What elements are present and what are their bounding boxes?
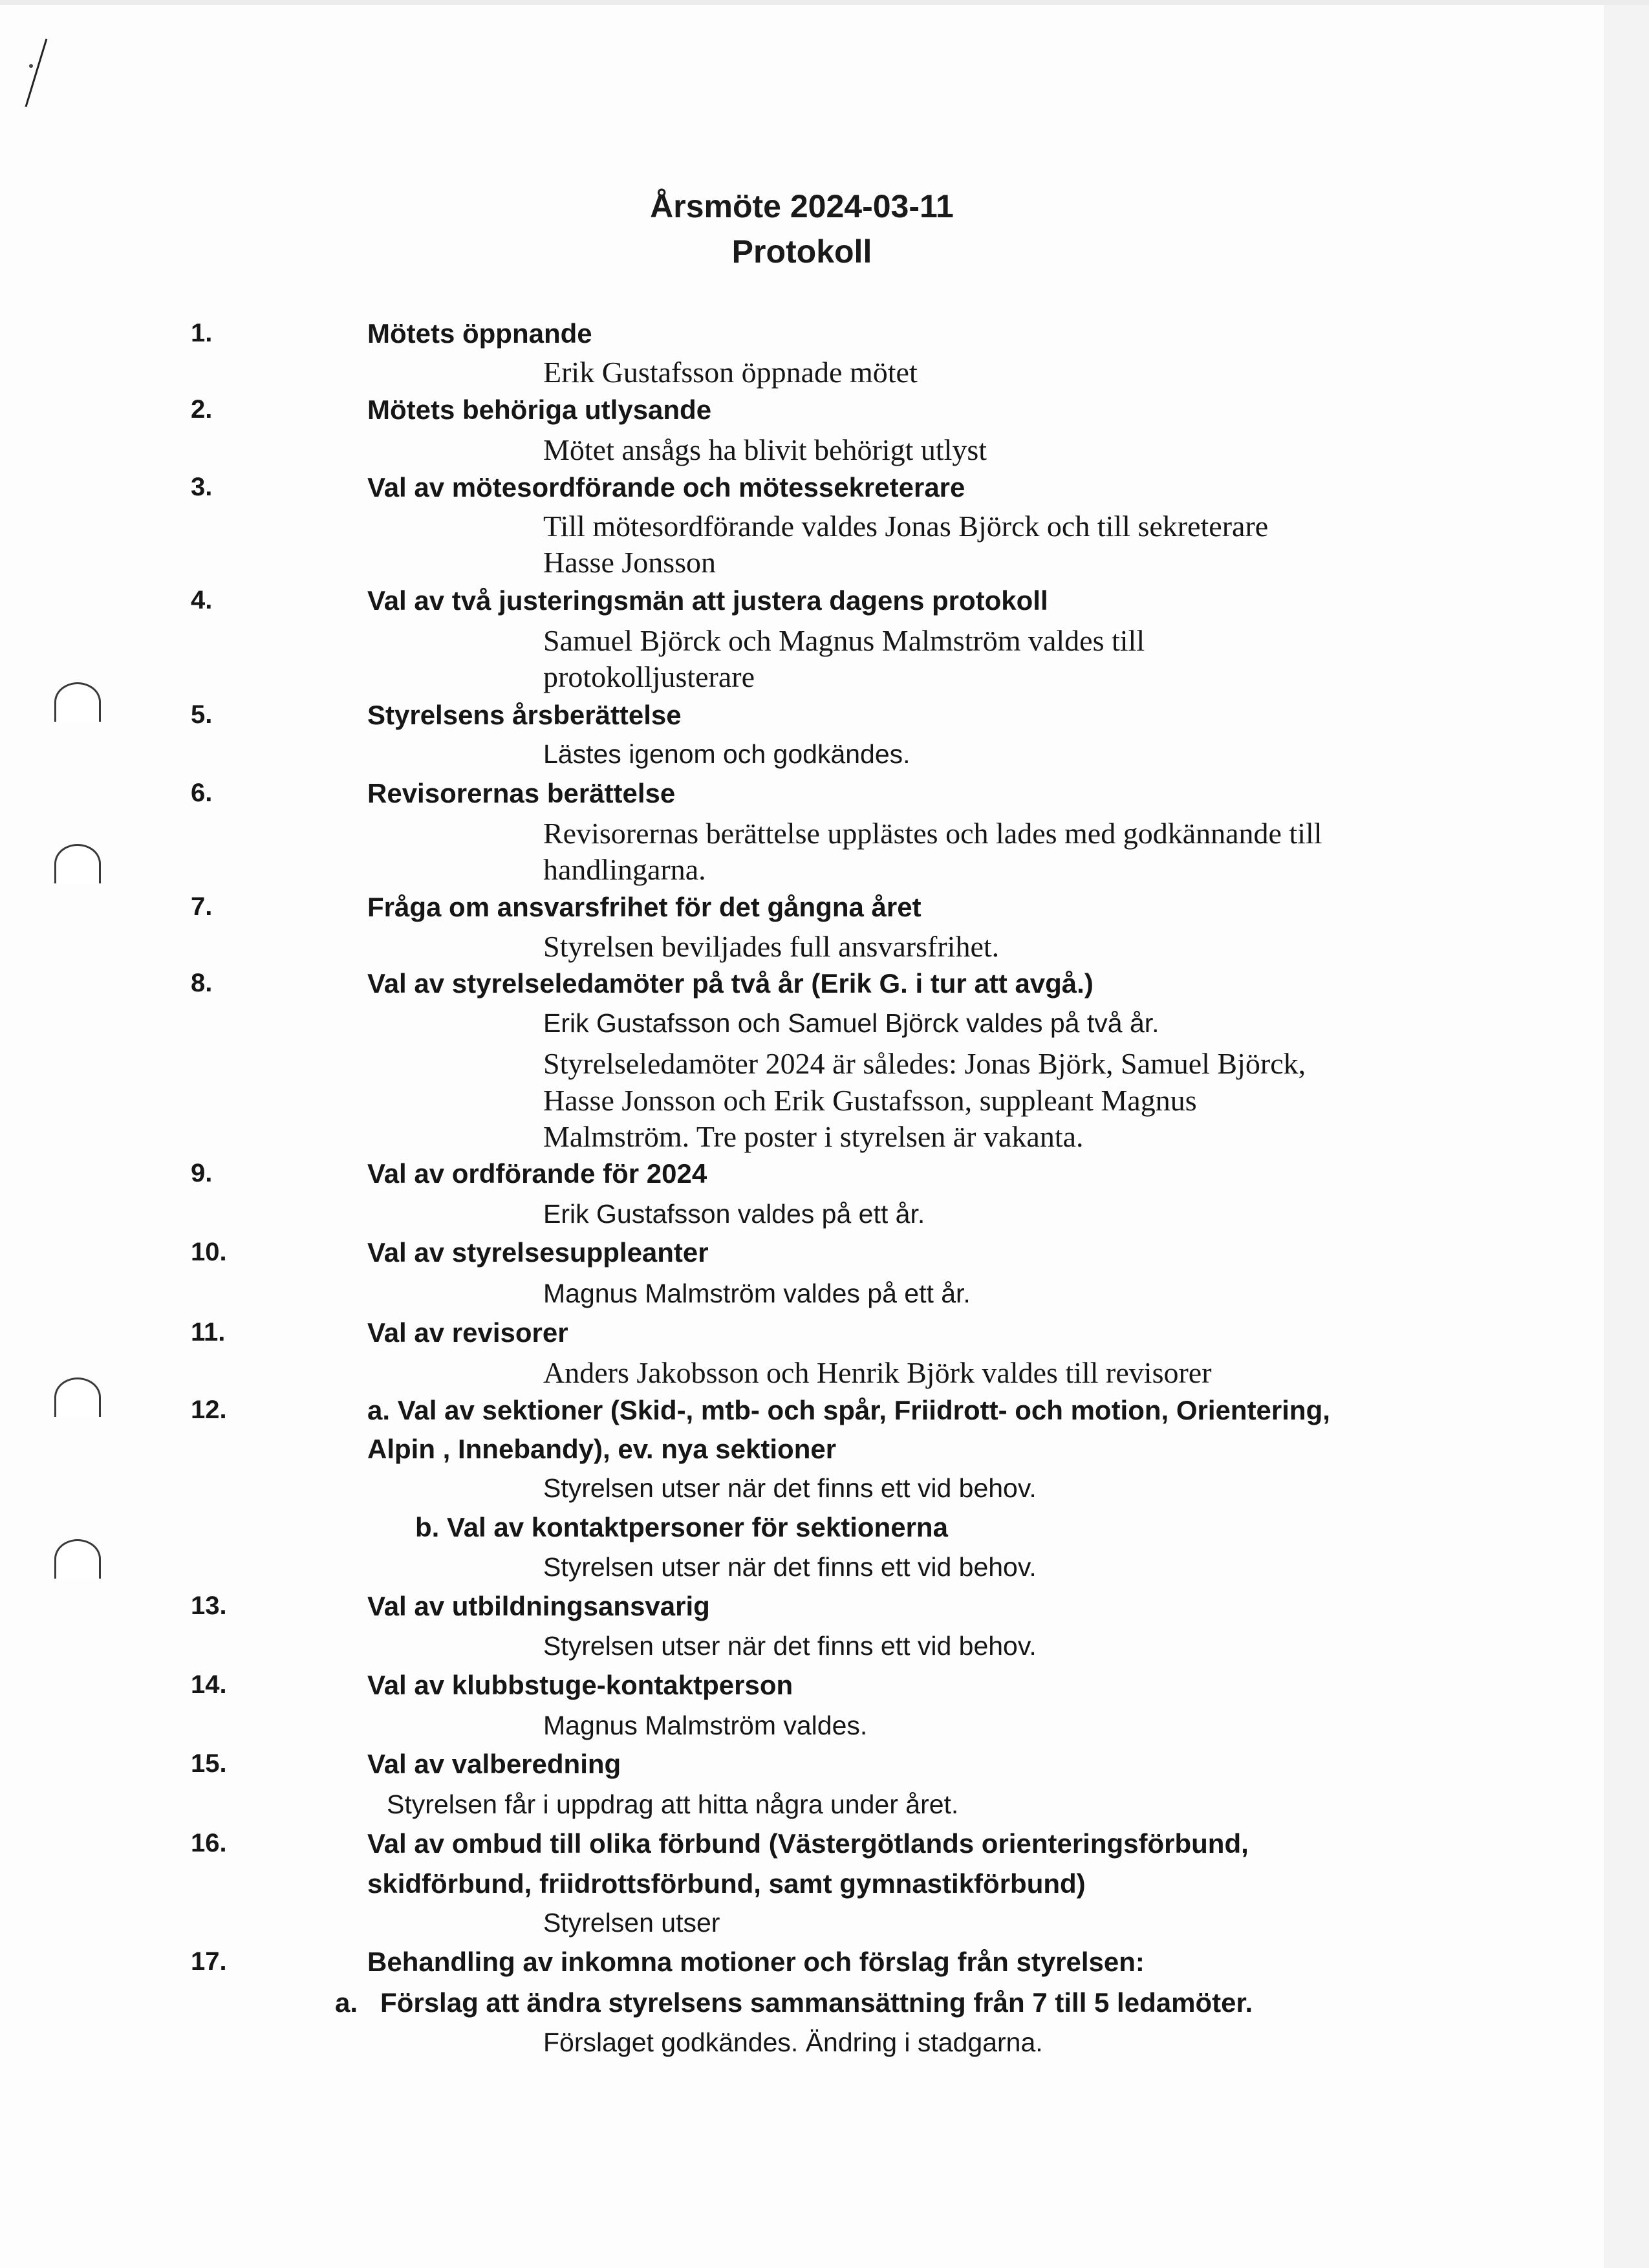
item-subtext: Förslaget godkändes. Ändring i stadgarna. [543,2027,1043,2057]
item-text: Styrelseledamöter 2024 är således: Jonas Björk, Samuel Björck, [543,1047,1306,1080]
item-text: Magnus Malmström valdes. [543,1711,868,1740]
item-heading: Val av klubbstuge-kontaktperson [367,1670,793,1700]
item-text: Styrelsen får i uppdrag att hitta några under året. [387,1789,959,1819]
item-text: Revisorernas berättelse upplästes och lades med godkännande till [543,817,1322,850]
item-heading: Val av ordförande för 2024 [367,1158,707,1189]
item-heading: a. Val av sektioner (Skid-, mtb- och spår, Friidrott- och motion, Orientering, [367,1395,1330,1425]
item-subheading: b. Val av kontaktpersoner för sektionerna [415,1512,948,1542]
punch-hole [54,1377,101,1417]
item-number: 11. [191,1318,226,1346]
item-text: protokolljusterare [543,660,755,693]
item-number: 5. [191,700,213,729]
item-number: 15. [191,1749,227,1778]
item-heading: Val av styrelseledamöter på två år (Erik G. i tur att avgå.) [367,968,1094,999]
item-heading: Styrelsens årsberättelse [367,700,682,730]
corner-pen-mark [13,13,110,116]
doc-subtitle: Protokoll [731,233,872,270]
punch-hole [54,1539,101,1579]
item-number: 2. [191,395,213,424]
doc-title: Årsmöte 2024-03-11 [650,188,954,224]
item-subheading: a. Förslag att ändra styrelsens sammansättning från 7 till 5 ledamöter. [335,1987,1253,2018]
item-heading-cont: skidförbund, friidrottsförbund, samt gymnastikförbund) [367,1868,1086,1899]
item-heading: Val av revisorer [367,1317,568,1348]
item-number: 10. [191,1238,227,1266]
item-text: Styrelsen utser när det finns ett vid behov. [543,1631,1037,1661]
item-text: Hasse Jonsson [543,546,717,579]
item-heading: Val av mötesordförande och mötessekreterare [367,472,965,502]
scan-edge-top [0,0,1649,5]
item-heading: Val av utbildningsansvarig [367,1591,710,1621]
item-number: 9. [191,1159,213,1187]
item-text: Styrelsen utser [543,1908,720,1938]
scan-edge [1604,0,1649,2268]
item-text: Erik Gustafsson valdes på ett år. [543,1199,925,1229]
item-number: 7. [191,892,213,921]
item-heading: Val av ombud till olika förbund (Västergötlands orienteringsförbund, [367,1828,1249,1859]
item-text: Till mötesordförande valdes Jonas Björck och till sekreterare [543,510,1269,543]
item-heading: Fråga om ansvarsfrihet för det gångna året [367,892,921,922]
item-subtext: Styrelsen utser när det finns ett vid behov. [543,1552,1037,1582]
item-heading: Behandling av inkomna motioner och förslag från styrelsen: [367,1947,1145,1977]
item-text: Samuel Björck och Magnus Malmström valdes till [543,624,1145,657]
item-text: Lästes igenom och godkändes. [543,739,911,769]
punch-hole [54,682,101,722]
item-heading: Mötets öppnande [367,318,592,349]
item-number: 1. [191,319,213,347]
item-text: Erik Gustafsson öppnade mötet [543,356,918,389]
item-number: 4. [191,586,213,614]
item-number: 3. [191,473,213,501]
item-number: 8. [191,969,213,997]
item-heading: Revisorernas berättelse [367,778,676,808]
item-number: 16. [191,1829,227,1857]
item-text: handlingarna. [543,853,706,886]
item-number: 14. [191,1670,227,1699]
item-number: 12. [191,1396,227,1424]
item-text: Magnus Malmström valdes på ett år. [543,1279,971,1308]
item-text: Anders Jakobsson och Henrik Björk valdes till revisorer [543,1356,1212,1389]
item-heading-cont: Alpin , Innebandy), ev. nya sektioner [367,1434,837,1464]
punch-hole [54,844,101,883]
item-text: Mötet ansågs ha blivit behörigt utlyst [543,433,987,466]
item-number: 13. [191,1592,227,1620]
item-number: 6. [191,779,213,807]
item-heading: Mötets behöriga utlysande [367,394,712,425]
item-heading: Val av valberedning [367,1749,621,1779]
item-text: Styrelsen utser när det finns ett vid behov. [543,1473,1037,1503]
item-text: Hasse Jonsson och Erik Gustafsson, suppleant Magnus [543,1084,1197,1117]
item-text: Erik Gustafsson och Samuel Björck valdes på två år. [543,1008,1159,1038]
item-heading: Val av styrelsesuppleanter [367,1237,709,1268]
item-number: 17. [191,1947,227,1976]
item-text: Styrelsen beviljades full ansvarsfrihet. [543,930,1000,963]
item-text: Malmström. Tre poster i styrelsen är vakanta. [543,1120,1084,1153]
item-heading: Val av två justeringsmän att justera dagens protokoll [367,585,1048,616]
